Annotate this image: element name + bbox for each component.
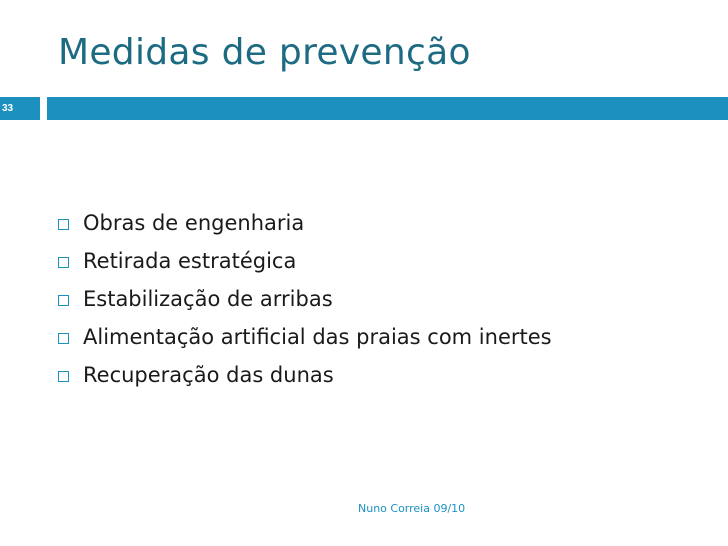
bullet-item <box>58 356 552 394</box>
bullet-item <box>58 280 552 318</box>
bullet-text: Alimentação artificial das praias com inertes <box>83 325 552 349</box>
bullet-list <box>58 204 552 394</box>
footer-text: Nuno Correia 09/10 <box>358 502 466 515</box>
slide-title: Medidas de prevenção <box>58 32 471 73</box>
square-bullet-icon <box>58 371 69 382</box>
square-bullet-icon <box>58 295 69 306</box>
bullet-item <box>58 204 552 242</box>
bullet-text: Recuperação das dunas <box>83 363 334 387</box>
square-bullet-icon <box>58 257 69 268</box>
bullet-item <box>58 318 552 356</box>
bullet-text: Estabilização de arribas <box>83 287 333 311</box>
title-accent-bar <box>47 97 728 120</box>
bullet-item <box>58 242 552 280</box>
square-bullet-icon <box>58 333 69 344</box>
square-bullet-icon <box>58 219 69 230</box>
bullet-text: Obras de engenharia <box>83 211 305 235</box>
slide-number: 33 <box>0 97 40 120</box>
bullet-text: Retirada estratégica <box>83 249 297 273</box>
